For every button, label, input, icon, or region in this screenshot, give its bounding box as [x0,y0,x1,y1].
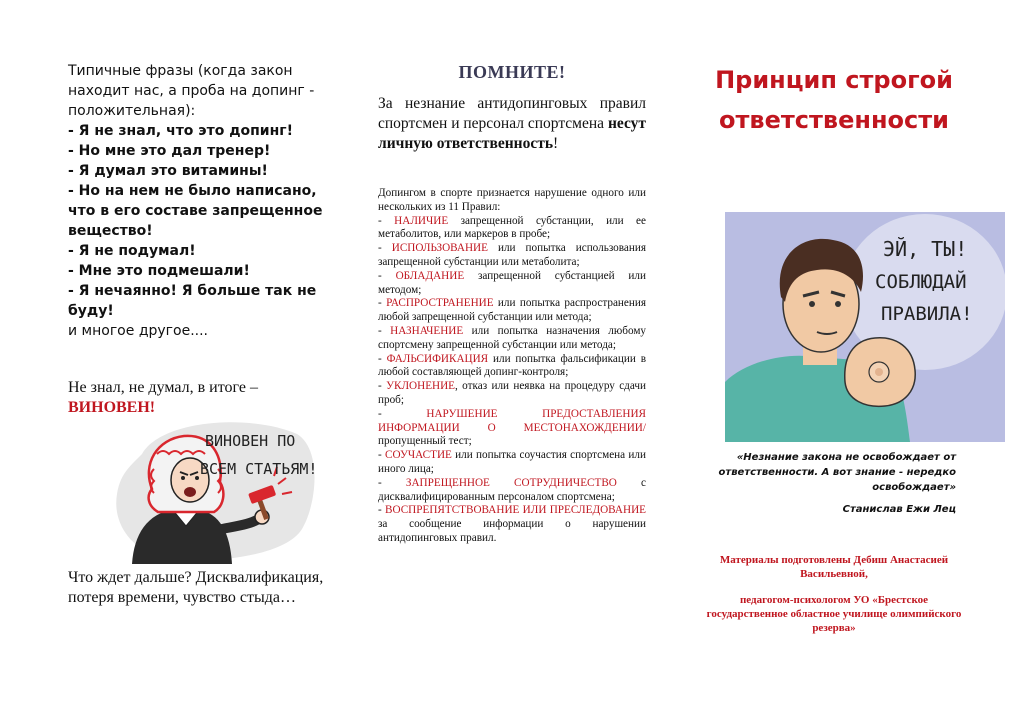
credits-line-2: педагогом-психологом УО «Брестское государственное областное училище олимпийского резерва» [706,594,962,634]
phrase-item: - Я нечаянно! Я больше так не буду! [68,283,317,319]
cartoon-text: ВИНОВЕН ПО [205,432,296,450]
brochure-title: Принцип строгой ответственности [715,66,953,134]
rule-key: ЗАПРЕЩЕННОЕ СОТРУДНИЧЕСТВО [405,476,617,489]
rule-item: - НАЛИЧИЕ запрещенной субстанции, или ее метаболитов, или маркеров в пробе; [378,214,646,241]
verdict-text: Не знал, не думал, в итоге – [68,379,258,396]
rule-text: пропущенный тест; [378,435,472,448]
doping-rules [378,187,646,546]
what-next: Что ждет дальше? Дисквалификация, потеря времени, чувство стыда… [68,569,324,606]
quote-author: Станислав Ежи Лец [842,504,956,515]
rule-key: НАЗНАЧЕНИЕ [390,324,464,337]
rule-key: ФАЛЬСИФИКАЦИЯ [386,352,489,365]
phrase-item: - Мне это подмешали! [68,263,250,279]
rule-key: ИСПОЛЬЗОВАНИЕ [391,242,488,255]
rule-text: или попытка фальсификации в любой составляющей допинг-контроля; [378,352,646,379]
rule-text: запрещенной субстанции, или ее метаболитов, или маркеров в пробе; [378,214,646,241]
phrase-item: - Я не знал, что это допинг! [68,123,293,139]
rule-text: за сообщение информации о нарушении антидопинговых правил. [378,518,646,544]
phrases-outro: и многое другое.... [68,323,208,339]
rule-text: или попытка распространения любой запрещенной субстанции или метода; [378,297,646,324]
rule-item: - СОУЧАСТИЕ или попытка соучастия спортсмена или иного лица; [378,449,646,475]
quote: «Незнание закона не освобождает от ответственности. А вот знание - нередко освобождает» [718,452,956,493]
rule-key: НАЛИЧИЕ [394,214,449,227]
rule-item: - ОБЛАДАНИЕ запрещенной субстанцией или методом; [378,269,646,296]
rule-text: с дисквалифицированным персоналом спортсмена; [378,476,646,503]
ignorance-after: ! [553,135,559,152]
credits [706,553,962,635]
rule-text: или попытка использования запрещенной субстанции или метаболита; [378,242,646,268]
rule-key: ОБЛАДАНИЕ [395,269,465,282]
poster-text: ПРАВИЛА! [881,303,973,325]
ignorance-bold: несут личную ответственность [378,115,646,152]
rule-item: - ВОСПРЕПЯТСТВОВАНИЕ ИЛИ ПРЕСЛЕДОВАНИЕ за сообщение информации о нарушении антидопинговых правил. [378,504,647,544]
phrase-item: - Но на нем не было написано, что в его составе запрещенное вещество! [68,183,323,239]
rule-text: или попытка назначения любому спортсмену запрещенной субстанции или метода; [378,324,646,351]
phrase-item: - Но мне это дал тренер! [68,143,271,159]
remember-heading: ПОМНИТЕ! [458,62,566,82]
rule-key: УКЛОНЕНИЕ [386,380,456,393]
rule-text: запрещенной субстанцией или методом; [378,269,646,296]
rule-text: или попытка соучастия спортсмена или иного лица; [378,449,646,475]
phrase-item: - Я не подумал! [68,243,196,259]
rule-key: РАСПРОСТРАНЕНИЕ [386,297,494,310]
rule-item: - ЗАПРЕЩЕННОЕ СОТРУДНИЧЕСТВО с дисквалифицированным персоналом спортсмена; [378,476,646,503]
rule-key: СОУЧАСТИЕ [385,449,452,462]
ignorance-statement [378,94,646,154]
verdict-red: ВИНОВЕН! [68,399,156,416]
phrases-intro: Типичные фразы (когда закон находит нас, а проба на допинг - положительная): [68,63,315,119]
rule-item: - ФАЛЬСИФИКАЦИЯ или попытка фальсификации в любой составляющей допинг-контроля; [378,352,646,379]
rule-item: - УКЛОНЕНИЕ, отказ или неявка на процедуру сдачи проб; [378,380,646,406]
poster-text: СОБЛЮДАЙ [875,271,967,293]
rule-item: - НАРУШЕНИЕ ПРЕДОСТАВЛЕНИЯ ИНФОРМАЦИИ О МЕСТОНАХОЖДЕНИИ/пропущенный тест; [378,407,646,448]
poster-text: ЭЙ, ТЫ! [883,237,968,261]
rule-item: - НАЗНАЧЕНИЕ или попытка назначения любому спортсмену запрещенной субстанции или метода; [378,324,646,351]
phrase-item: - Я думал это витамины! [68,163,268,179]
verdict [68,378,330,418]
rule-item: - РАСПРОСТРАНЕНИЕ или попытка распространения любой запрещенной субстанции или метода; [378,297,646,324]
typical-phrases [68,61,330,341]
rules-intro: Допингом в спорте признается нарушение одного или нескольких из 11 Правил: [378,187,646,213]
judge-illustration-icon [102,414,318,564]
pointing-man-illustration-icon [725,212,1005,442]
rule-key: НАРУШЕНИЕ ПРЕДОСТАВЛЕНИЯ ИНФОРМАЦИИ О МЕСТОНАХОЖДЕНИИ/ [378,407,646,434]
rule-text: , отказ или неявка на процедуру сдачи проб; [378,380,646,406]
rule-item: - ИСПОЛЬЗОВАНИЕ или попытка использования запрещенной субстанции или метаболита; [378,242,646,268]
ignorance-before: За незнание антидопинговых правил спортсмен и персонал спортсмена [378,95,646,132]
credits-line-1: Материалы подготовлены Дебиш Анастасией Васильевной, [719,554,949,580]
cartoon-text: ВСЕМ СТАТЬЯМ! [200,460,318,478]
rule-key: ВОСПРЕПЯТСТВОВАНИЕ ИЛИ ПРЕСЛЕДОВАНИЕ [385,504,647,517]
